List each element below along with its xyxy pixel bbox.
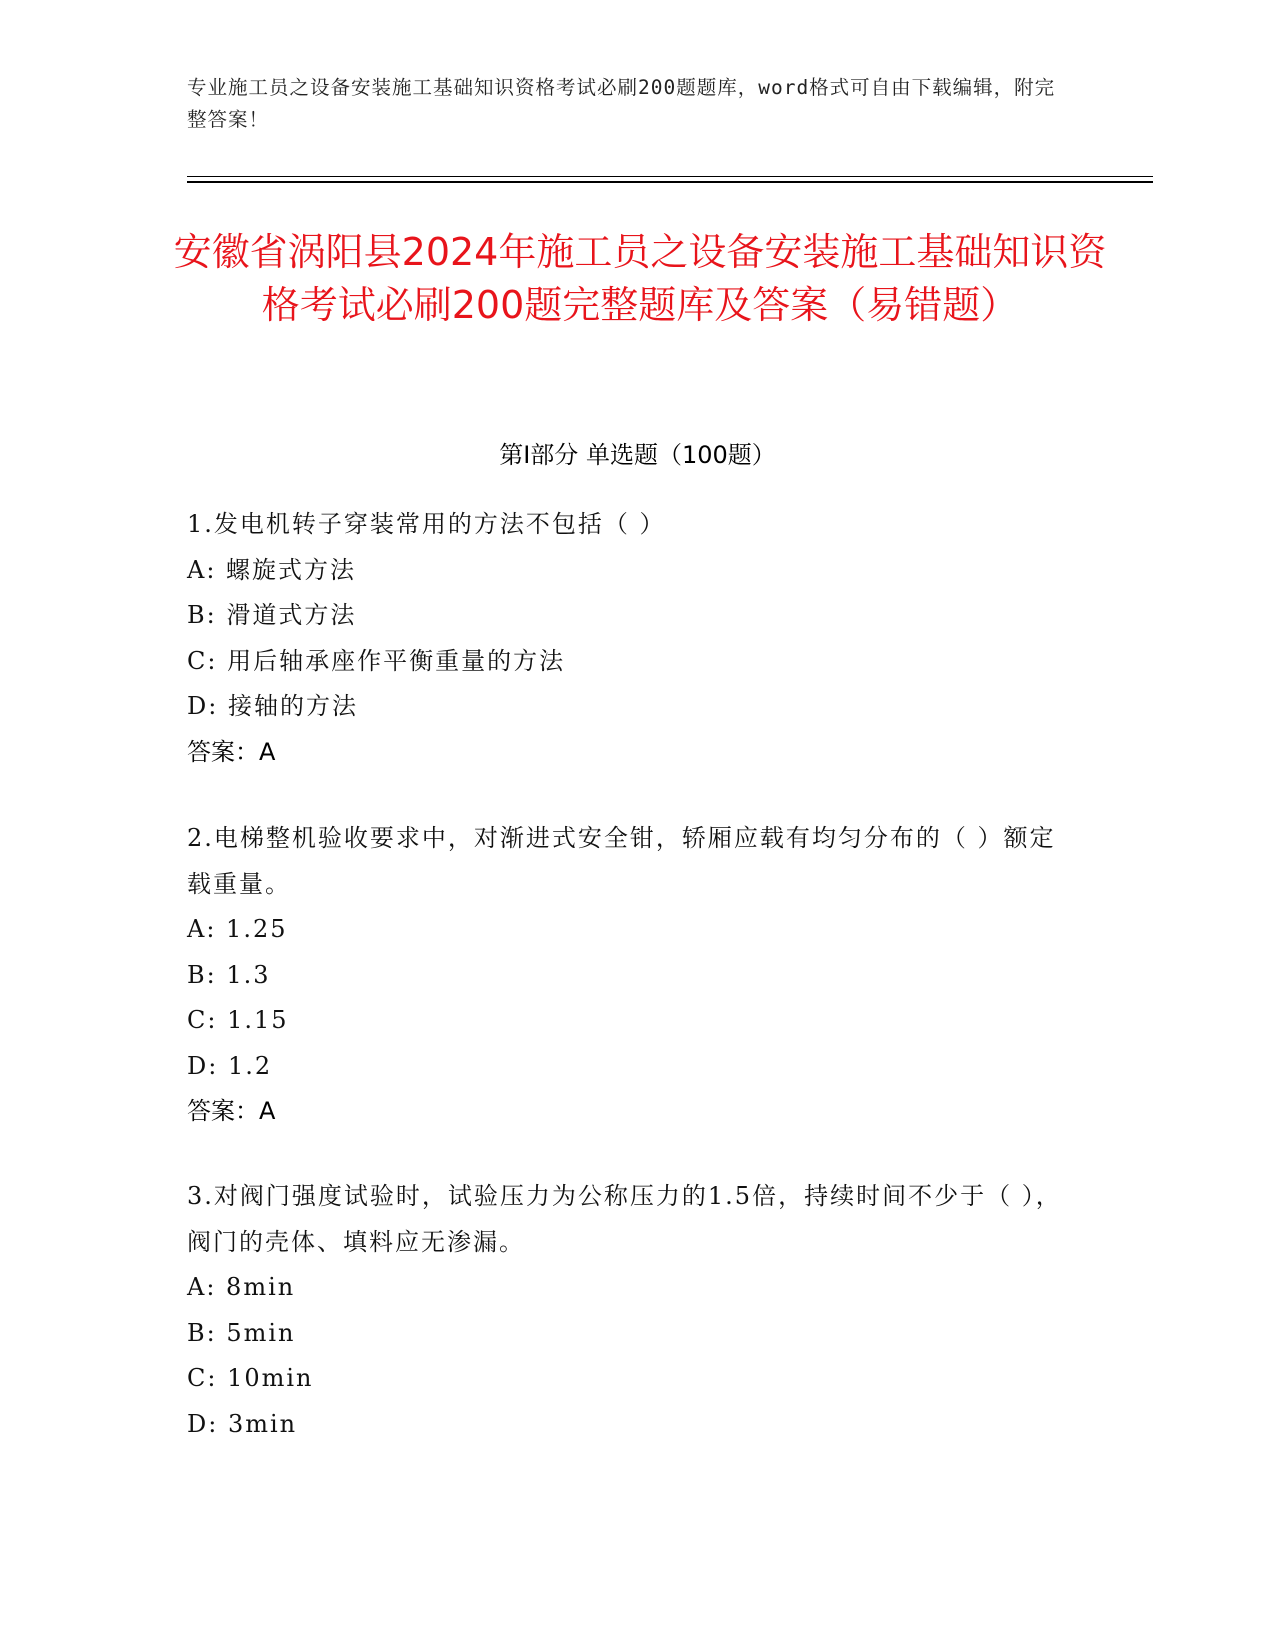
option-b: B: 5min (187, 1318, 296, 1347)
option-d: D: 接轴的方法 (187, 692, 358, 720)
question-1 (187, 502, 1077, 775)
option-a: A: 8min (187, 1273, 296, 1301)
question-text: 2.电梯整机验收要求中，对渐进式安全钳，轿厢应载有均匀分布的（ ）额定载重量。 (187, 824, 1056, 898)
option-c: C: 10min (187, 1364, 314, 1392)
question-text: 1.发电机转子穿装常用的方法不包括（ ） (187, 510, 666, 538)
answer-line: 答案：A (187, 737, 276, 766)
option-a: A: 螺旋式方法 (187, 555, 357, 584)
option-b: B: 滑道式方法 (187, 601, 357, 629)
header-note: 专业施工员之设备安装施工基础知识资格考试必刷200题题库，word格式可自由下载编辑，附完整答案！ (187, 76, 1056, 131)
option-b: B: 1.3 (187, 960, 271, 989)
question-2 (187, 816, 1077, 1135)
question-text: 3.对阀门强度试验时，试验压力为公称压力的1.5倍，持续时间不少于（ ），阀门的壳体、填料应无渗漏。 (187, 1182, 1062, 1256)
question-3 (187, 1174, 1077, 1447)
option-c: C: 用后轴承座作平衡重量的方法 (187, 646, 566, 675)
header-divider-thick (187, 181, 1153, 183)
option-d: D: 1.2 (187, 1051, 273, 1080)
header-divider-thin (187, 176, 1153, 177)
option-a: A: 1.25 (187, 915, 288, 943)
section-heading: 第Ⅰ部分 单选题（100题） (499, 441, 776, 469)
answer-line: 答案：A (187, 1097, 276, 1125)
document-title: 安徽省涡阳县2024年施工员之设备安装施工基础知识资格考试必刷200题完整题库及答案（易错题） (173, 230, 1107, 327)
option-d: D: 3min (187, 1409, 298, 1438)
option-c: C: 1.15 (187, 1006, 289, 1034)
